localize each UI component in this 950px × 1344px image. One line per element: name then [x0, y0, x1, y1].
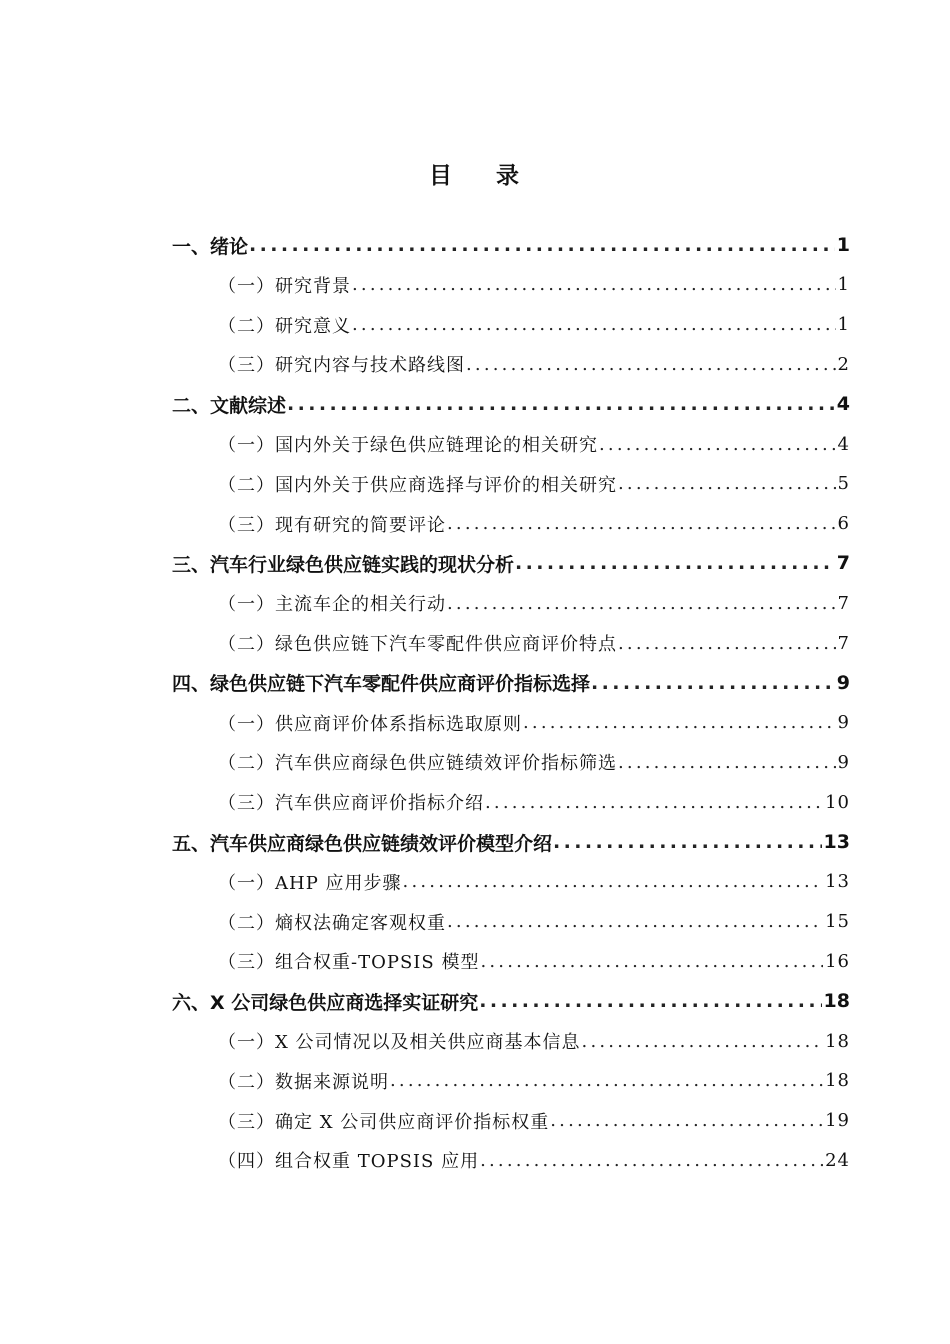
toc-dot-leader: [599, 434, 836, 455]
toc-chapter-entry[interactable]: [172, 822, 850, 862]
toc-entry-label: 三、汽车行业绿色供应链实践的现状分析: [172, 553, 515, 576]
title-char-2: 录: [496, 163, 521, 189]
toc-entry-label: （一）主流车企的相关行动: [218, 594, 446, 616]
toc-dot-leader: [515, 552, 835, 574]
toc-section-entry[interactable]: [218, 782, 850, 822]
toc-entry-label: （三）组合权重-TOPSIS 模型: [218, 952, 480, 974]
toc-page-number: 18: [825, 1070, 850, 1092]
toc-page-number: 6: [837, 513, 850, 535]
toc-entry-label: （二）研究意义: [218, 315, 351, 337]
toc-dot-leader: [352, 314, 836, 335]
toc-dot-leader: [287, 393, 835, 415]
toc-page-number: 18: [823, 990, 850, 1013]
toc-chapter-entry[interactable]: [172, 384, 850, 424]
toc-entry-label: （三）汽车供应商评价指标介绍: [218, 793, 484, 815]
toc-dot-leader: [403, 871, 824, 892]
toc-chapter-entry[interactable]: [172, 225, 850, 265]
toc-page-number: 24: [825, 1149, 850, 1171]
toc-entry-label: （一）供应商评价体系指标选取原则: [218, 713, 522, 735]
toc-entry-label: （一）研究背景: [218, 275, 351, 297]
toc-section-entry[interactable]: [218, 1140, 850, 1180]
toc-dot-leader: [352, 274, 836, 295]
toc-chapter-entry[interactable]: [172, 663, 850, 703]
toc-section-entry[interactable]: [218, 1101, 850, 1141]
toc-dot-leader: [582, 1031, 824, 1052]
toc-dot-leader: [447, 513, 836, 534]
toc-dot-leader: [618, 473, 836, 494]
toc-dot-leader: [553, 831, 822, 853]
toc-page-number: 4: [837, 433, 850, 455]
toc-page-number: 18: [825, 1030, 850, 1052]
toc-entry-label: 六、X 公司绿色供应商选择实证研究: [172, 991, 479, 1014]
toc-entry-label: 五、汽车供应商绿色供应链绩效评价模型介绍: [172, 832, 553, 855]
toc-section-entry[interactable]: [218, 583, 850, 623]
toc-dot-leader: [390, 1070, 823, 1091]
toc-chapter-entry[interactable]: [172, 981, 850, 1021]
toc-page-number: 7: [837, 632, 850, 654]
toc-entry-label: （二）绿色供应链下汽车零配件供应商评价特点: [218, 634, 617, 655]
toc-page-number: 5: [837, 473, 850, 495]
toc-page-number: 9: [837, 712, 850, 734]
toc-entry-label: （一）AHP 应用步骤: [218, 872, 402, 894]
toc-section-entry[interactable]: [218, 941, 850, 981]
toc-page-number: 19: [825, 1110, 850, 1132]
toc-entry-label: 四、绿色供应链下汽车零配件供应商评价指标选择: [172, 673, 591, 696]
toc-section-entry[interactable]: [218, 742, 850, 782]
toc-page-number: 7: [836, 552, 850, 575]
toc-page-number: 16: [825, 950, 850, 972]
toc-entry-label: 二、文献综述: [172, 394, 287, 417]
toc-section-entry[interactable]: [218, 623, 850, 663]
toc-section-entry[interactable]: [218, 464, 850, 504]
toc-page-number: 13: [823, 831, 850, 853]
toc-entry-label: （一）国内外关于绿色供应链理论的相关研究: [218, 435, 598, 456]
toc-section-entry[interactable]: [218, 265, 850, 305]
toc-page-number: 1: [837, 314, 850, 336]
toc-page-number: 13: [825, 871, 850, 893]
toc-page-number: 1: [837, 274, 850, 296]
toc-page-number: 9: [837, 751, 850, 773]
toc-entry-label: （三）现有研究的简要评论: [218, 514, 446, 536]
toc-section-entry[interactable]: [218, 504, 850, 544]
toc-entry-label: （一）X 公司情况以及相关供应商基本信息: [218, 1032, 581, 1053]
toc-section-entry[interactable]: [218, 1061, 850, 1101]
toc-entry-label: 一、绪论: [172, 235, 249, 258]
toc-entry-label: （二）熵权法确定客观权重: [218, 912, 446, 934]
toc-dot-leader: [479, 990, 821, 1012]
toc-page-number: 7: [837, 592, 850, 614]
toc-dot-leader: [447, 911, 823, 932]
toc-dot-leader: [550, 1110, 823, 1131]
toc-dot-leader: [523, 712, 836, 733]
toc-section-entry[interactable]: [218, 344, 850, 384]
toc-section-entry[interactable]: [218, 902, 850, 942]
toc-section-entry[interactable]: [218, 424, 850, 464]
title-char-1: 目: [429, 163, 454, 189]
toc-dot-leader: [480, 1150, 823, 1171]
toc-entry-label: （三）确定 X 公司供应商评价指标权重: [218, 1111, 550, 1133]
toc-entry-label: （二）汽车供应商绿色供应链绩效评价指标筛选: [218, 753, 617, 775]
toc-dot-leader: [447, 593, 836, 614]
toc-page-number: 4: [836, 393, 850, 416]
toc-dot-leader: [618, 752, 836, 773]
toc-page-number: 15: [825, 911, 850, 933]
toc-section-entry[interactable]: [218, 305, 850, 345]
toc-entry-label: （二）国内外关于供应商选择与评价的相关研究: [218, 474, 617, 496]
toc-section-entry[interactable]: [218, 862, 850, 902]
toc-dot-leader: [485, 792, 823, 813]
toc-page-number: 2: [837, 353, 850, 375]
toc-entry-label: （四）组合权重 TOPSIS 应用: [218, 1151, 480, 1173]
toc-dot-leader: [249, 234, 835, 256]
toc-entry-label: （三）研究内容与技术路线图: [218, 355, 465, 377]
toc-chapter-entry[interactable]: [172, 543, 850, 583]
toc-section-entry[interactable]: [218, 703, 850, 743]
page-title: [0, 157, 950, 190]
toc-dot-leader: [480, 951, 823, 972]
toc-page-number: 1: [836, 234, 850, 256]
toc-dot-leader: [618, 633, 836, 654]
toc-page-number: 9: [836, 671, 850, 694]
toc-entry-label: （二）数据来源说明: [218, 1071, 389, 1093]
toc-section-entry[interactable]: [218, 1021, 850, 1061]
toc-page-number: 10: [825, 791, 850, 813]
toc-dot-leader: [591, 672, 835, 694]
toc-dot-leader: [466, 354, 836, 375]
